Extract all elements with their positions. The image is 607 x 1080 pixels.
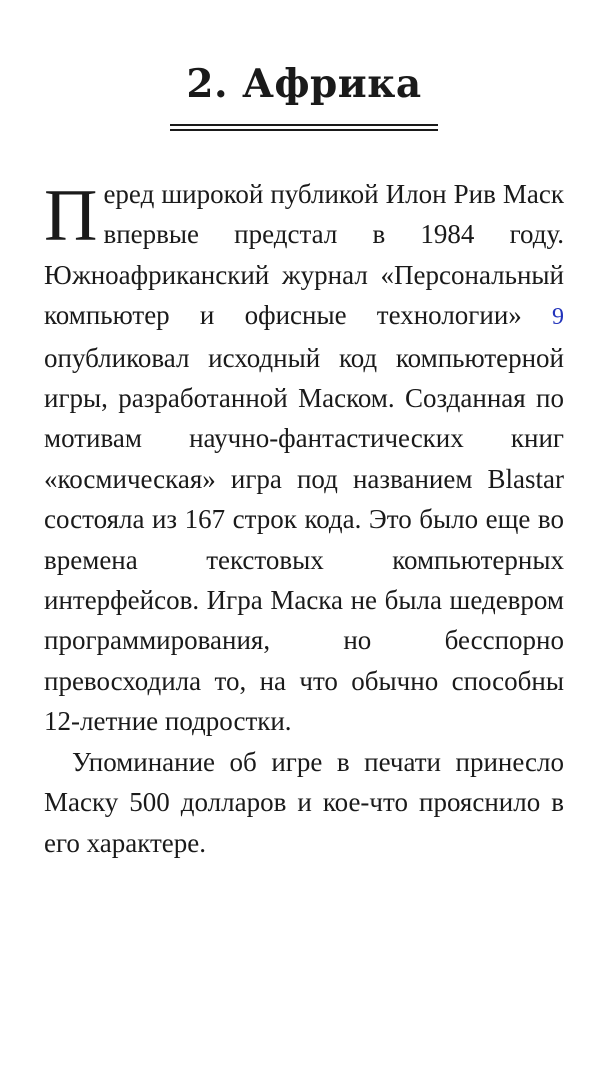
paragraph-text-part: опубликовал исходный код компьютерной игры, разработанной Маском. Созданная по мотивам научно-фантастических книг «космическая» игра под названием Blastar состояла из 167 строк кода. Это было еще во времена текстовых компьютерных интерфейсов. Игра Маска не была шедевром программирования, но бесспорно превосходила то, на что обычно способны 12-летние подростки. — [44, 342, 564, 737]
paragraph — [44, 174, 564, 742]
reader-page — [44, 0, 564, 1080]
drop-cap: П — [44, 175, 98, 257]
paragraph-text-part: еред широкой публикой Илон Рив Маск впервые предстал в 1984 году. Южноафриканский журнал «Персональный компьютер и офисные технологии» — [44, 179, 564, 331]
paragraph: Упоминание об игре в печати принесло Маску 500 долларов и кое-что прояснило в его характере. — [44, 746, 564, 858]
chapter-title: 2. Африка — [186, 61, 422, 107]
title-double-rule — [170, 124, 438, 131]
footnote-link[interactable]: 9 — [552, 304, 564, 331]
chapter-body — [44, 174, 564, 863]
